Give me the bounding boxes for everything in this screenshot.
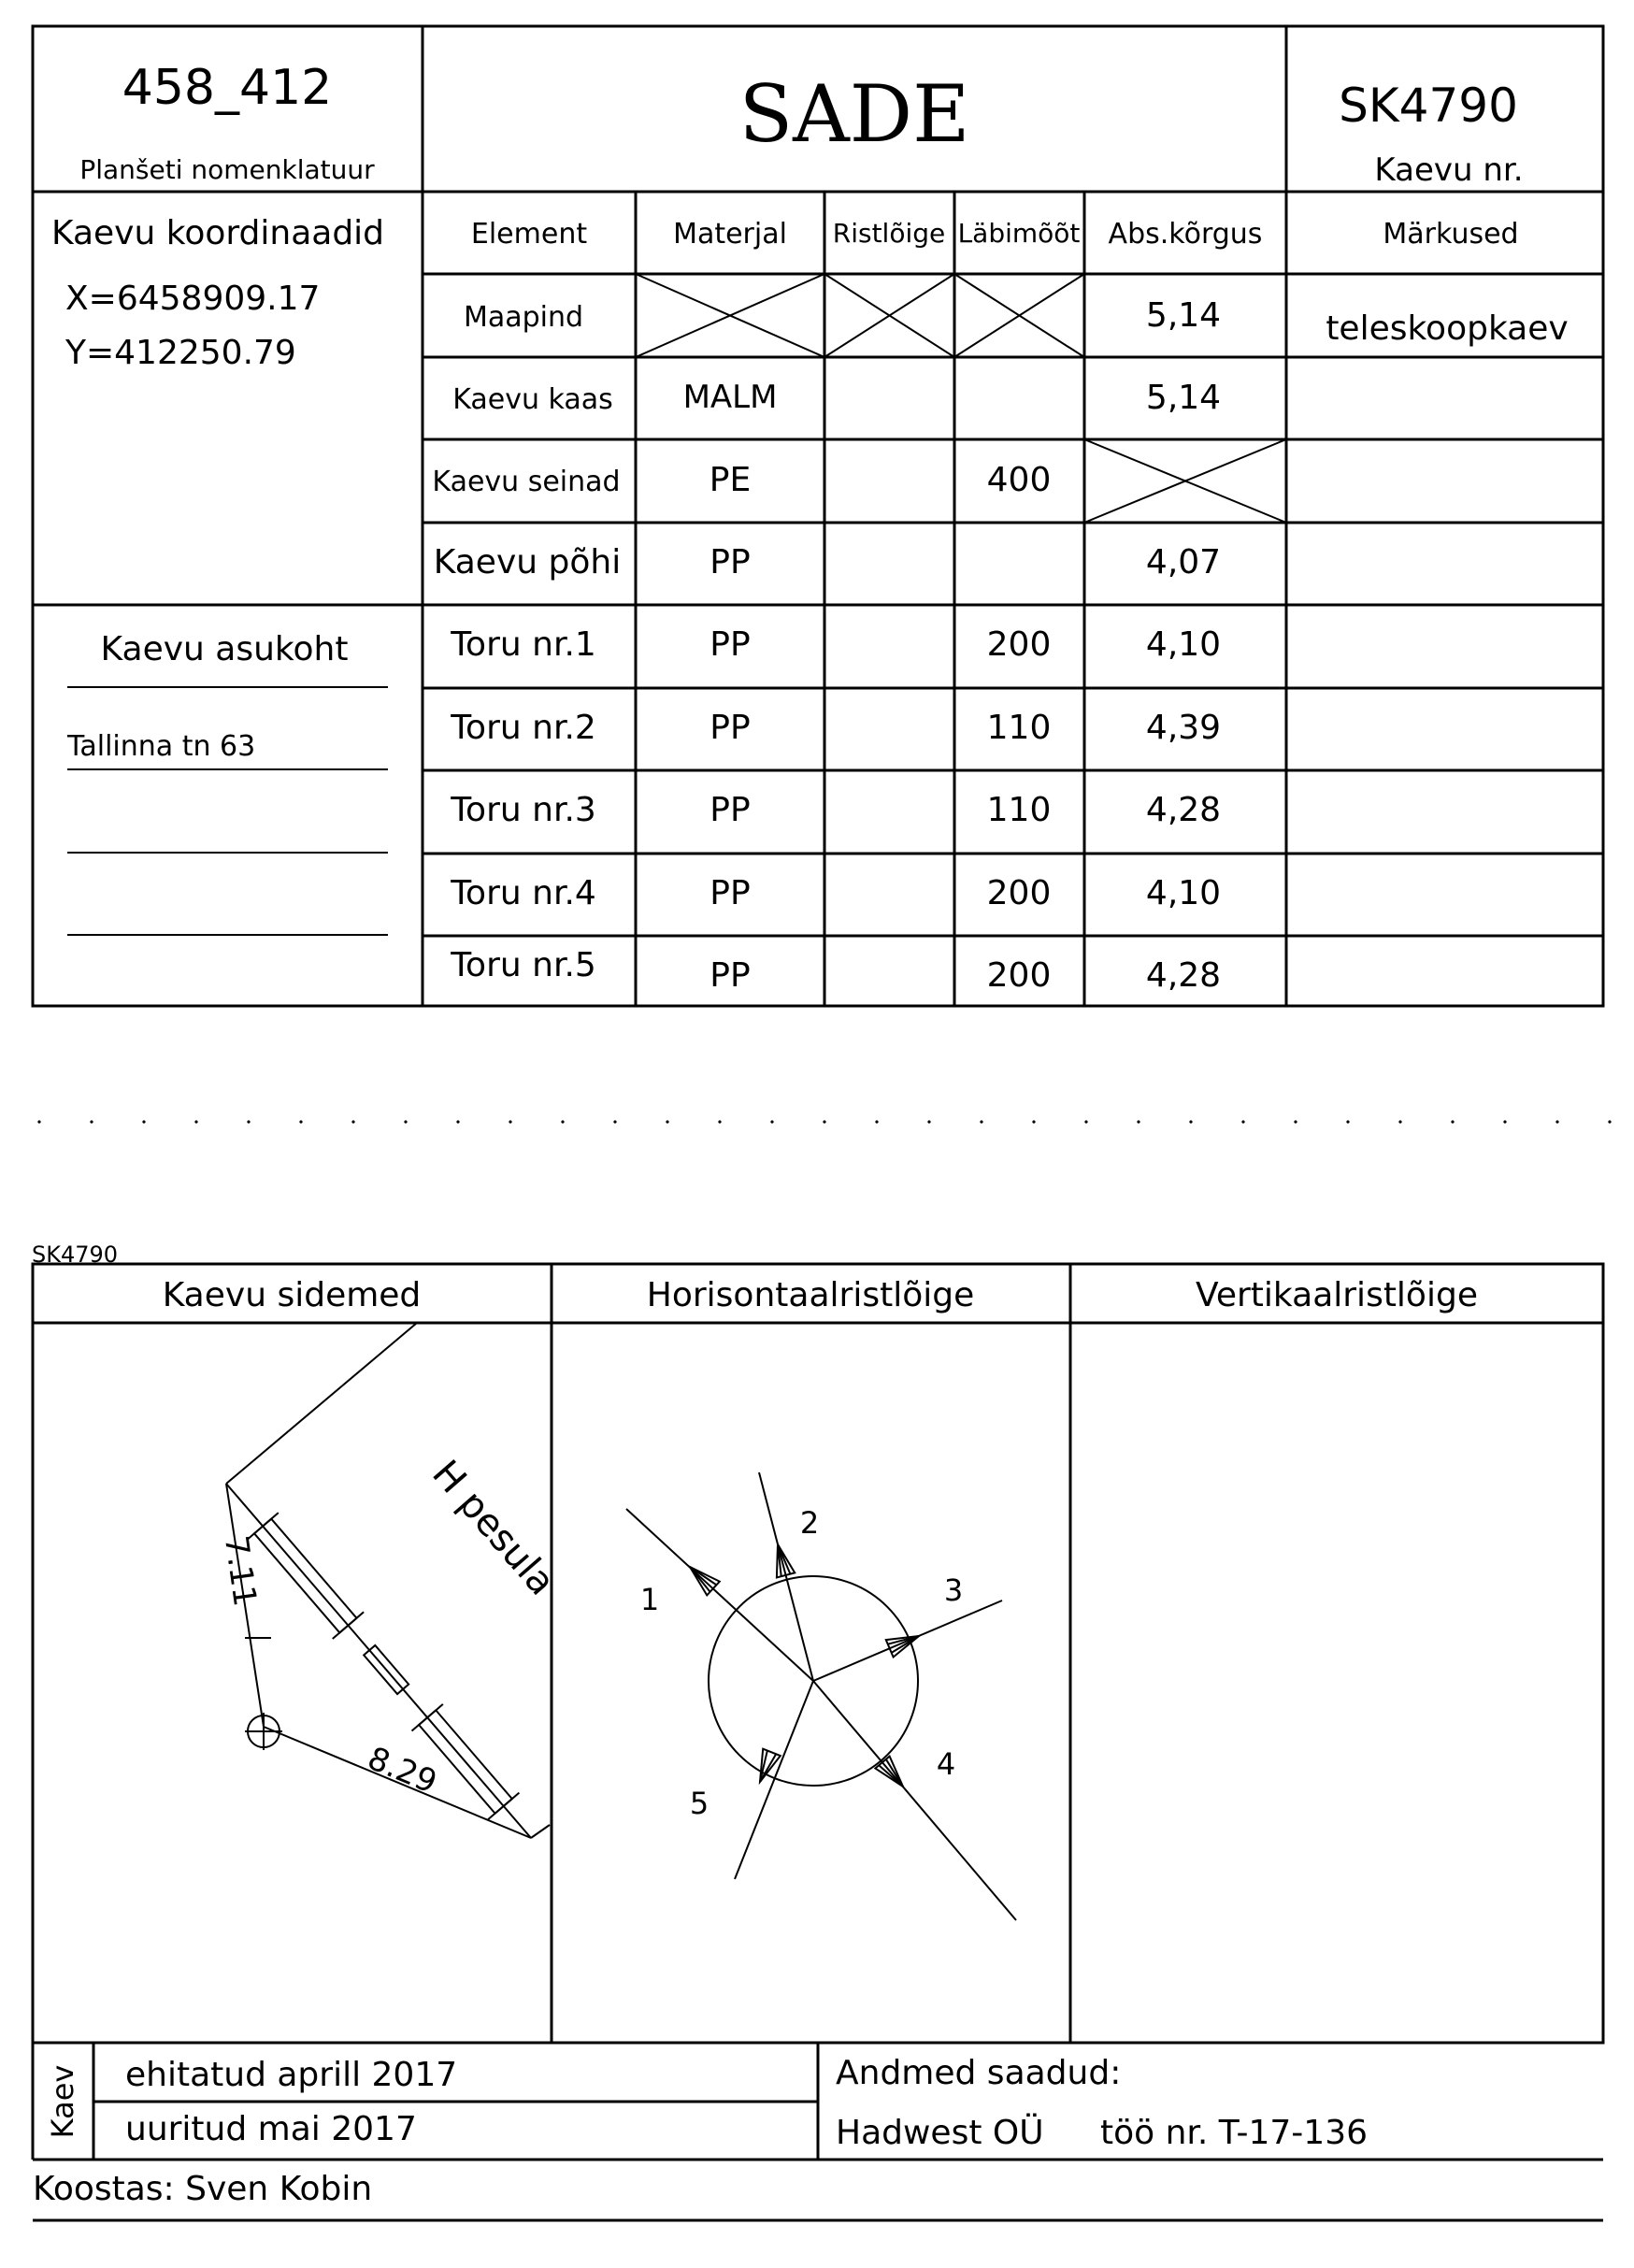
- table-cell-material: MALM: [682, 379, 778, 416]
- panel-title-ties: Kaevu sidemed: [162, 1276, 422, 1314]
- col-header-notes: Märkused: [1383, 218, 1519, 251]
- table-cell-diameter: 110: [986, 709, 1052, 747]
- table-cell-element: Toru nr.3: [451, 791, 596, 829]
- table-cell-elevation: 4,28: [1145, 956, 1222, 995]
- table-cell-diameter: 200: [986, 956, 1052, 995]
- footer-source-job: töö nr. T-17-136: [1100, 2114, 1368, 2152]
- location-label: Kaevu asukoht: [100, 630, 349, 668]
- pipe-label-5: 5: [689, 1786, 710, 1821]
- table-cell-material: PE: [709, 461, 752, 499]
- well-number: SK4790: [1339, 79, 1518, 133]
- table-cell-material: PP: [710, 956, 751, 995]
- coordinate-y: Y=412250.79: [65, 334, 296, 372]
- table-cell-diameter: 400: [986, 461, 1052, 499]
- table-cell-material: PP: [710, 791, 751, 829]
- location-address: Tallinna tn 63: [67, 730, 256, 763]
- table-cell-elevation: 5,14: [1145, 296, 1222, 335]
- table-cell-element: Kaevu seinad: [432, 466, 621, 498]
- pipe-label-1: 1: [639, 1582, 660, 1617]
- table-cell-elevation: 4,39: [1145, 709, 1222, 747]
- table-cell-elevation: 4,10: [1145, 874, 1222, 912]
- table-cell-element: Toru nr.5: [451, 946, 596, 984]
- table-cell-elevation: 4,28: [1145, 791, 1222, 829]
- pipe-label-2: 2: [799, 1505, 820, 1541]
- nomenclature-label: Planšeti nomenklatuur: [79, 154, 375, 185]
- col-header-material: Materjal: [673, 218, 787, 251]
- table-cell-elevation: 5,14: [1145, 379, 1222, 417]
- table-cell-element: Toru nr.2: [451, 709, 596, 747]
- pipe-label-4: 4: [936, 1746, 956, 1782]
- table-cell-diameter: 200: [986, 874, 1052, 912]
- table-cell-material: PP: [710, 625, 751, 664]
- table-cell-diameter: 110: [986, 791, 1052, 829]
- table-cell-material: PP: [710, 709, 751, 747]
- page-separator: [37, 1120, 1611, 1123]
- table-cell-element: Kaevu kaas: [452, 383, 613, 416]
- table-cell-element: Toru nr.4: [451, 874, 596, 912]
- tie-distance-1: 7.11: [216, 1533, 264, 1609]
- table-cell-elevation: 4,07: [1145, 543, 1222, 581]
- footer-built: ehitatud aprill 2017: [125, 2056, 458, 2094]
- table-cell-material: PP: [710, 874, 751, 912]
- table-cell-notes: teleskoopkaev: [1326, 309, 1569, 348]
- page-title: SADE: [738, 68, 970, 160]
- col-header-element: Element: [470, 218, 588, 251]
- pipe-label-3: 3: [943, 1572, 964, 1608]
- table-cell-diameter: 200: [986, 625, 1052, 664]
- coordinate-x: X=6458909.17: [65, 280, 321, 318]
- table-cell-element: Maapind: [463, 301, 584, 334]
- table-cell-element: Toru nr.1: [451, 625, 596, 664]
- footer-compiled-by: Koostas: Sven Kobin: [33, 2170, 373, 2208]
- well-number-label: Kaevu nr.: [1374, 151, 1524, 189]
- panel-title-horizontal: Horisontaalristlõige: [646, 1276, 975, 1314]
- footer-surveyed: uuritud mai 2017: [125, 2110, 417, 2148]
- sheet2-well-tag: SK4790: [32, 1242, 119, 1268]
- table-cell-element: Kaevu põhi: [433, 543, 622, 581]
- table-cell-material: PP: [710, 543, 751, 581]
- building-label: H pesula: [423, 1452, 564, 1604]
- footer-source-label: Andmed saadud:: [836, 2054, 1122, 2092]
- nomenclature-value: 458_412: [122, 60, 333, 116]
- col-header-diameter: Läbimõõt: [957, 218, 1081, 249]
- footer-vertical-label: Kaev: [45, 2064, 80, 2139]
- table-cell-elevation: 4,10: [1145, 625, 1222, 664]
- col-header-elevation: Abs.kõrgus: [1108, 218, 1263, 251]
- panel-title-vertical: Vertikaalristlõige: [1196, 1276, 1478, 1314]
- tie-distance-2: 8.29: [362, 1739, 442, 1801]
- coordinates-label: Kaevu koordinaadid: [51, 214, 385, 252]
- footer-source-company: Hadwest OÜ: [836, 2114, 1044, 2152]
- col-header-cross-section: Ristlõige: [832, 218, 946, 249]
- cross-section-drawing: [626, 1472, 1016, 1920]
